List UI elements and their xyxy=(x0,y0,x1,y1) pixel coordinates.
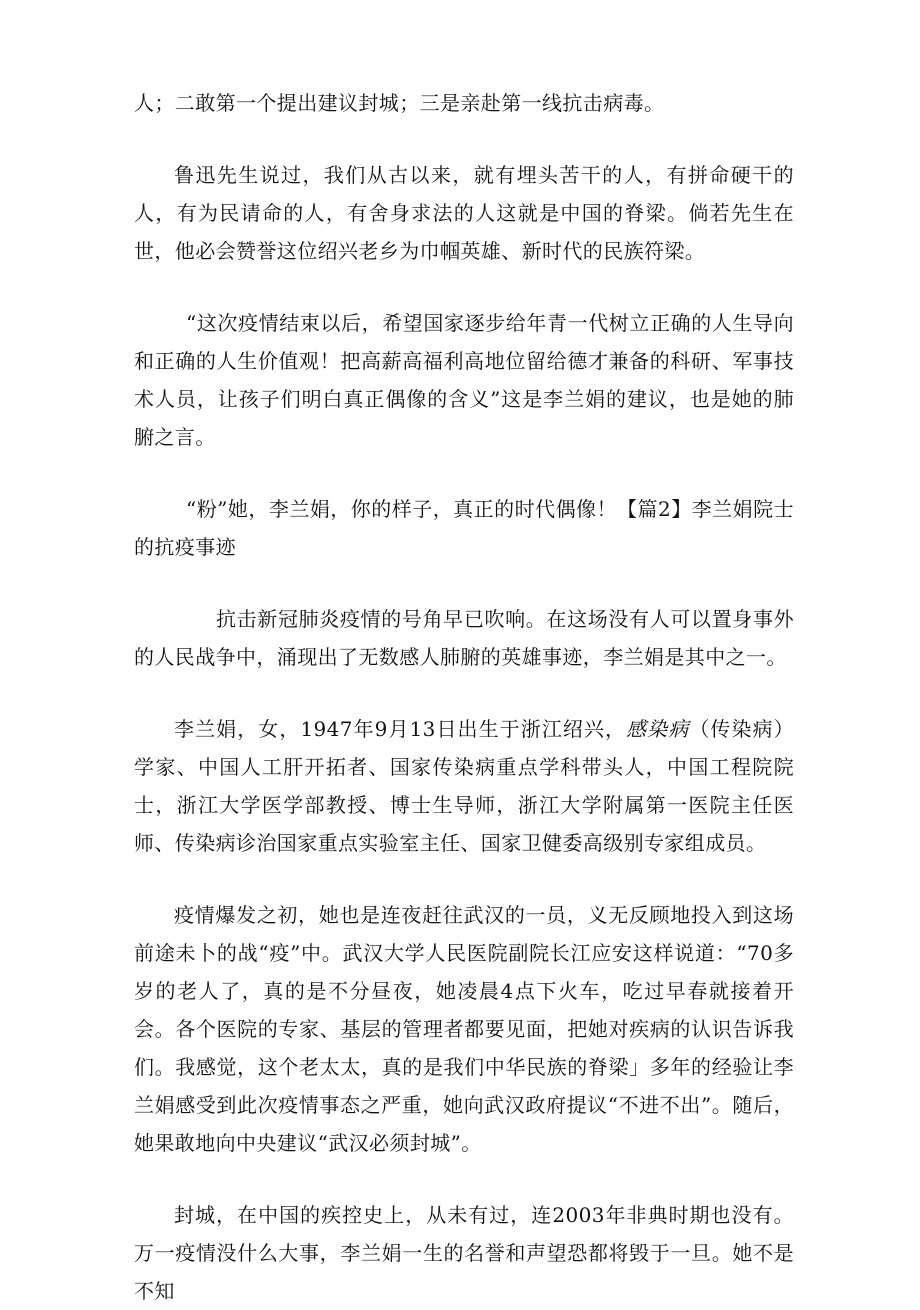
paragraph-3: “这次疫情结束以后，希望国家逐步给年青一代树立正确的人生导向和正确的人生价值观！把高薪高福利高地位留给德才兼备的科研、军事技术人员，让孩子们明白真正偶像的含义”这是李兰娟的建议，也是她的肺腑之言。 xyxy=(134,311,794,449)
paragraph-6-before: 李兰娟，女，1947年9月13日出生于浙江绍兴， xyxy=(174,717,627,741)
paragraph-gap xyxy=(134,122,794,156)
paragraph-gap xyxy=(134,862,794,896)
paragraph-2: 鲁迅先生说过，我们从古以来，就有埋头苦干的人，有拼命硬干的人，有为民请命的人，有舍身求法的人这就是中国的脊梁。倘若先生在世，他必会赞誉这位绍兴老乡为巾帼英雄、新时代的民族符梁。 xyxy=(134,163,794,263)
paragraph-5: 抗击新冠肺炎疫情的号角早已吹响。在这场没有人可以置身事外的人民战争中，涌现出了无数感人肺腑的英雄事迹，李兰娟是其中之一。 xyxy=(134,607,794,669)
paragraph-gap xyxy=(134,1162,794,1196)
paragraph-gap xyxy=(134,566,794,600)
paragraph-gap xyxy=(134,456,794,490)
paragraph-7: 疫情爆发之初，她也是连夜赶往武汉的一员，义无反顾地投入到这场前途未卜的战“疫”中。武汉大学人民医院副院长江应安这样说道：“70多岁的老人了，真的是不分昼夜，她凌晨4点下火车，吃过早春就接着开会。各个医院的专家、基层的管理者都要见面，把她对疾病的认识告诉我们。我感觉，这个老太太，真的是我们中华民族的脊梁」多年的经验让李兰娟感受到此次疫情事态之严重，她向武汉政府提议“不进不出”。随后，她果敢地向中央建议“武汉必须封城”。 xyxy=(134,903,794,1155)
paragraph-1: 人；二敢第一个提出建议封城；三是亲赴第一线抗击病毒。 xyxy=(134,91,665,115)
paragraph-6 xyxy=(134,710,794,862)
paragraph-6-after: （传染病）学家、中国人工肝开拓者、国家传染病重点学科带头人，中国工程院院士，浙江大学医学部教授、博士生导师，浙江大学附属第一医院主任医师、传染病诊治国家重点实验室主任、国家卫健委高级别专家组成员。 xyxy=(134,717,795,855)
paragraph-6-italic-term: 感染病 xyxy=(626,717,690,741)
document-page xyxy=(134,84,794,1310)
paragraph-4: “粉”她，李兰娟，你的样子，真正的时代偶像！【篇2】李兰娟院士的抗疫事迹 xyxy=(134,497,794,559)
paragraph-gap xyxy=(134,270,794,304)
paragraph-gap xyxy=(134,676,794,710)
paragraph-8: 封城，在中国的疾控史上，从未有过，连2003年非典时期也没有。万一疫情没什么大事，李兰娟一生的名誉和声望恐都将毁于一旦。她不是不知 xyxy=(134,1203,794,1303)
